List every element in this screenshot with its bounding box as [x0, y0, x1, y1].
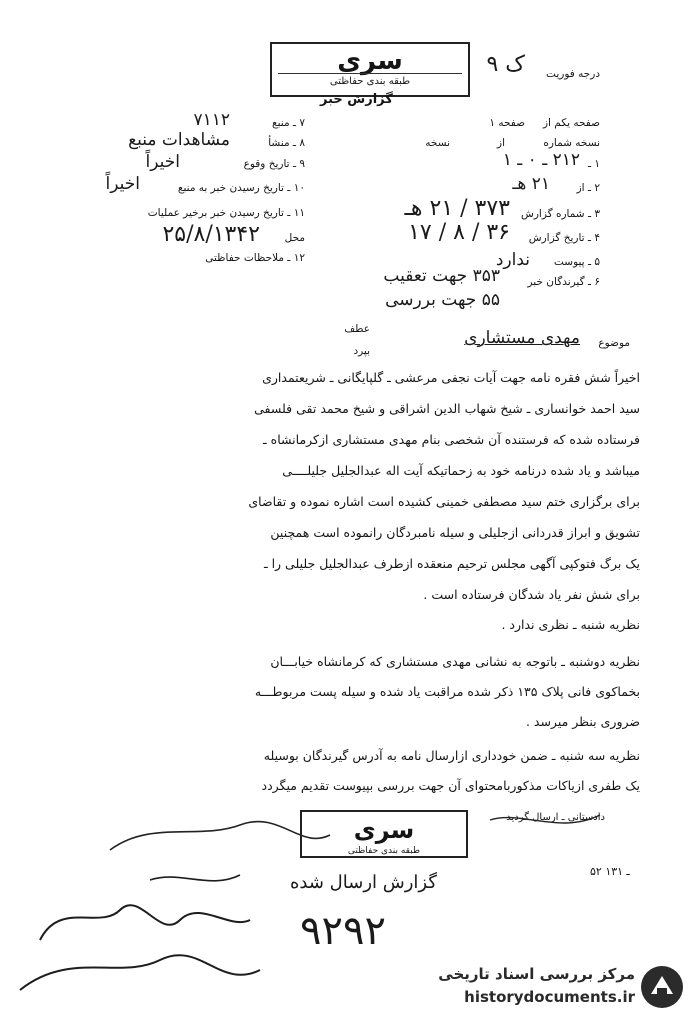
body-line-1: اخیراً شش فقره نامه جهت آیات نجفی مرعشی ـ گلپایگانی ـ شریعتمداری — [262, 370, 640, 385]
field-9-label: ۹ ـ تاریخ وقوع — [243, 158, 305, 170]
body-line-2: سید احمد خوانساری ـ شیخ شهاب الدین اشراقی و شیخ محمد تقی فلسفی — [254, 401, 640, 416]
field-copy-label: نسخه شماره — [543, 137, 600, 149]
field-11-label: ۱۱ ـ تاریخ رسیدن خبر برخیر عملیات — [147, 207, 305, 219]
field-2-label: ۲ ـ از — [576, 182, 600, 194]
nazarieh-monday-1: نظریه دوشنبه ـ باتوجه به نشانی مهدی مستشاری که کرمانشاه خیابـــان — [270, 654, 640, 669]
body-line-8: برای شش نفر یاد شدگان فرستاده است . — [423, 587, 640, 602]
field-copy-value: نسخه — [425, 137, 450, 149]
nazarieh-monday-3: ضروری بنظر میرسد . — [525, 714, 640, 729]
field-7-value: ۷۱۱۲ — [193, 110, 230, 130]
field-5-label: ۵ ـ پیوست — [553, 256, 600, 268]
field-1-value: ۲۱۲ ـ ۰ ـ ۱ — [502, 150, 580, 170]
field-6-value: ۳۵۳ جهت تعقیب — [383, 266, 500, 286]
field-7-label: ۷ ـ منبع — [272, 117, 305, 129]
nazarieh-tuesday-2: یک طفری ازیاکات مذکوربامحتوای آن جهت بررسی بپیوست تقدیم میگردد — [261, 778, 640, 793]
stamp-word: سری — [337, 46, 403, 76]
field-12-label: ۱۲ ـ ملاحظات حفاظتی — [205, 252, 305, 264]
subject-label: موضوع — [598, 337, 630, 349]
priority-value: ک ۹ — [486, 52, 525, 77]
field-copy-mid: از — [497, 137, 505, 149]
body-line-7: یک برگ فتوکپی آگهی مجلس ترحیم منعقده ازطرف عبدالجلیل جلیلی را ـ — [263, 556, 640, 571]
stamp-subtitle: طبقه بندی حفاظتی — [329, 76, 411, 87]
field-4-label: ۴ ـ تاریخ گزارش — [528, 232, 600, 244]
handwritten-margin-note: گزارش ارسال شده — [290, 872, 437, 893]
field-5-value: ندارد — [495, 250, 530, 270]
field-2-value: ۲۱ هـ — [512, 174, 550, 194]
stamp-bottom-word: سری — [353, 816, 415, 844]
field-10-value: اخیراً — [105, 174, 140, 194]
nazarieh-saturday: نظریه شنبه ـ نظری ندارد . — [501, 617, 640, 632]
subject-value: مهدی مستشاری — [464, 328, 580, 348]
stamp-bottom-subtitle: طبقه بندی حفاظتی — [347, 846, 421, 856]
body-line-3: فرستاده شده که فرستنده آن شخصی بنام مهدی مستشاری ازکرمانشاه ـ — [263, 432, 640, 447]
field-9-value: اخیراً — [145, 152, 180, 172]
field-location-value: ۲۵/۸/۱۳۴۲ — [162, 222, 260, 247]
body-line-4: میباشد و یاد شده درنامه خود به زحماتیکه آیت اله عبدالجلیل جلیلــــی — [282, 463, 640, 478]
field-1-label: ۱ ـ — [587, 158, 600, 170]
stamp-rule — [278, 73, 462, 74]
field-10-label: ۱۰ ـ تاریخ رسیدن خبر به منبع — [177, 182, 305, 194]
field-page-label: صفحه یکم از — [542, 117, 600, 129]
field-page-value: ۱ — [489, 117, 495, 129]
field-3-value: ۳۷۳ / ۲۱ هـ — [404, 196, 510, 221]
bud-label: بپرد — [353, 345, 370, 357]
footer-note: دادستانی ـ ارسال گردید — [506, 812, 605, 823]
form-code: ۵۲ ـ ۱۳۱ — [590, 865, 630, 878]
field-3-label: ۳ ـ شماره گزارش — [521, 208, 600, 220]
field-location-label: محل — [284, 232, 305, 244]
report-title: گزارش خبر — [320, 92, 393, 107]
watermark-url: historydocuments.ir — [464, 988, 635, 1006]
field-page-mid: صفحه — [498, 117, 525, 129]
field-6-label: ۶ ـ گیرندگان خبر — [527, 276, 600, 288]
handwritten-number: ۹۲۹۲ — [300, 908, 386, 954]
body-line-6: تشویق و ابراز قدردانی ازجلیلی و سیله نامبردگان رانموده است همچنین — [270, 525, 640, 540]
field-8-value: مشاهدات منبع — [128, 130, 230, 150]
extra-recipient: ۵۵ جهت بررسی — [385, 290, 500, 310]
priority-label: درجه فوریت — [546, 68, 600, 80]
archive-logo-icon — [639, 964, 685, 1010]
watermark-title: مرکز بررسی اسناد تاریخی — [438, 965, 635, 983]
classification-stamp-top — [270, 42, 470, 97]
watermark — [425, 960, 690, 1015]
atf-label: عطف — [344, 323, 370, 335]
nazarieh-monday-2: بخماکوی فانی پلاک ۱۳۵ ذکر شده مراقبت یاد شده و سیله پست مربوطـــه — [254, 684, 640, 699]
nazarieh-tuesday-1: نظریه سه شنبه ـ ضمن خودداری ازارسال نامه به آدرس گیرندگان بوسیله — [263, 748, 640, 763]
field-8-label: ۸ ـ منشأ — [268, 137, 305, 149]
body-line-5: برای برگزاری ختم سید مصطفی خمینی کشیده است اشاره نموده و تقاضای — [248, 494, 640, 509]
field-4-value: ۱۷ / ۸ / ۳۶ — [408, 220, 510, 245]
